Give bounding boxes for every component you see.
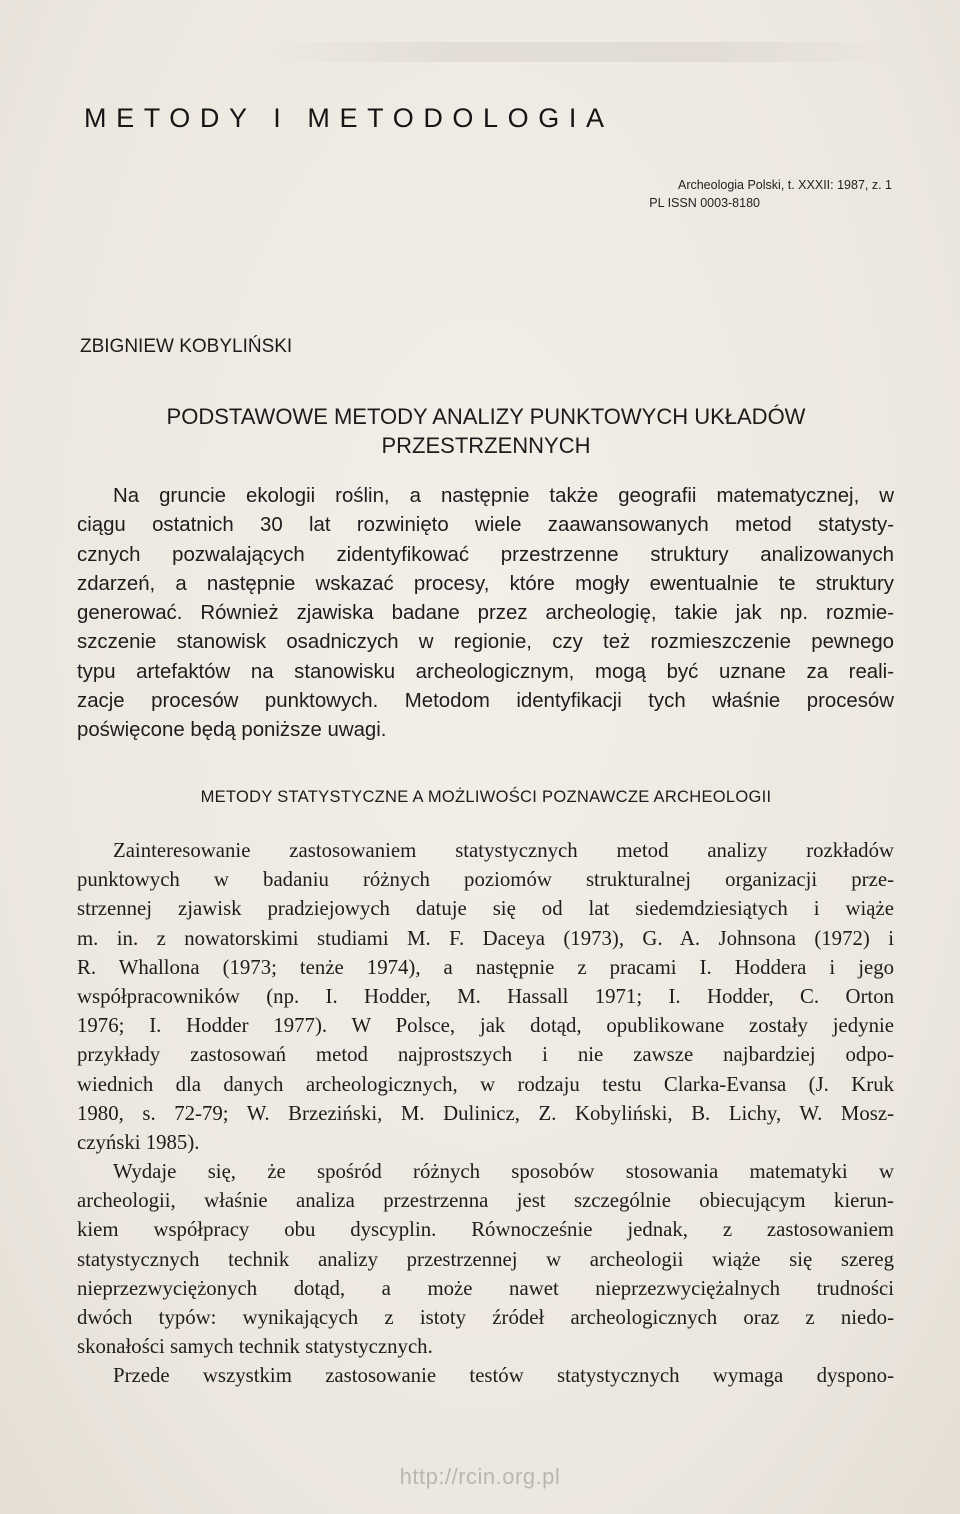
body-line: 1976; I. Hodder 1977). W Polsce, jak dotąd, opublikowane zostały jedynie [77, 1014, 894, 1038]
abstract-line: poświęcone będą poniższe uwagi. [77, 719, 387, 742]
series-title: METODY I METODOLOGIA [84, 103, 614, 133]
body-line: R. Whallona (1973; tenże 1974), a następnie z pracami I. Hoddera i jego [77, 955, 894, 979]
body-line: archeologii, właśnie analiza przestrzenna jest szczególnie obiecującym kierun- [77, 1189, 894, 1213]
abstract-line: Na gruncie ekologii roślin, a następnie także geografii matematycznej, w [113, 485, 894, 507]
abstract-line: szczenie stanowisk osadniczych w regionie, czy też rozmieszczenie pewnego [77, 631, 894, 654]
journal-citation: Archeologia Polski, t. XXXII: 1987, z. 1 [677, 178, 892, 192]
body-line: Wydaje się, że spośród różnych sposobów stosowania matematyki w [113, 1160, 894, 1184]
abstract-line: ciągu ostatnich 30 lat rozwinięto wiele zaawansowanych metod statysty- [77, 514, 894, 537]
body-line: m. in. z nowatorskimi studiami M. F. Daceya (1973), G. A. Johnsona (1972) i [77, 926, 894, 950]
body-line: czyński 1985). [77, 1130, 200, 1154]
body-line: 1980, s. 72-79; W. Brzeziński, M. Dulinicz, Z. Kobyliński, B. Lichy, W. Mosz- [77, 1101, 894, 1125]
abstract-line: zdarzeń, a następnie wskazać procesy, które mogły ewentualnie te struktury [77, 572, 894, 595]
bleed-through-running-head [260, 42, 900, 62]
body-line: nieprzezwyciężonych dotąd, a może nawet nieprzezwyciężalnych trudności [77, 1276, 894, 1300]
body-line: przykłady zastosowań metod najprostszych i nie zawsze najbardziej odpo- [77, 1043, 894, 1067]
source-watermark: http://rcin.org.pl [399, 1464, 561, 1489]
body-line: wiednich dla danych archeologicznych, w rodzaju testu Clarka-Evansa (J. Kruk [77, 1072, 894, 1096]
section-heading: METODY STATYSTYCZNE A MOŻLIWOŚCI POZNAWCZE ARCHEOLOGII [200, 788, 772, 806]
body-line: skonałości samych technik statystycznych. [77, 1335, 433, 1359]
body-line: Przede wszystkim zastosowanie testów statystycznych wymaga dyspono- [113, 1364, 894, 1388]
issn: PL ISSN 0003-8180 [649, 196, 760, 210]
body-line: kiem współpracy obu dyscyplin. Równocześnie jednak, z zastosowaniem [77, 1218, 894, 1242]
body-line: punktowych w badaniu różnych poziomów strukturalnej organizacji prze- [77, 868, 894, 892]
body-line: statystycznych technik analizy przestrzennej w archeologii wiąże się szereg [77, 1247, 894, 1271]
abstract-line: zacje procesów punktowych. Metodom identyfikacji tych właśnie procesów [77, 690, 894, 713]
section-body [77, 836, 894, 1391]
title-line-2: PRZESTRZENNYCH [381, 433, 591, 458]
article-title [80, 402, 892, 460]
abstract-line: generować. Również zjawiska badane przez archeologię, takie jak np. rozmie- [77, 602, 894, 625]
journal-reference [560, 176, 892, 212]
author-name: ZBIGNIEW KOBYLIŃSKI [80, 336, 293, 357]
body-line: strzennej zjawisk pradziejowych datuje się od lat siedemdziesiątych i wiąże [77, 897, 894, 921]
abstract-line: typu artefaktów na stanowisku archeologicznym, mogą być uznane za reali- [77, 660, 894, 683]
abstract-line: cznych pozwalających zidentyfikować przestrzenne struktury analizowanych [77, 543, 894, 566]
body-line: dwóch typów: wynikających z istoty źródeł archeologicznych oraz z niedo- [77, 1306, 894, 1329]
body-line: Zainteresowanie zastosowaniem statystycznych metod analizy rozkładów [113, 839, 894, 862]
abstract [77, 482, 894, 746]
body-line: współpracowników (np. I. Hodder, M. Hassall 1971; I. Hodder, C. Orton [77, 984, 894, 1008]
title-line-1: PODSTAWOWE METODY ANALIZY PUNKTOWYCH UKŁADÓW [166, 404, 806, 429]
